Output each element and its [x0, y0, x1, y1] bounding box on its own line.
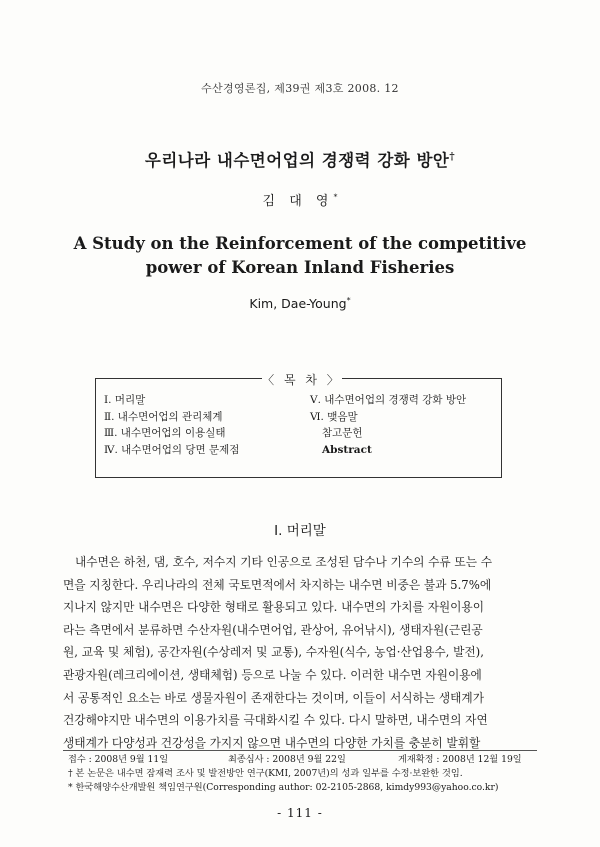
paragraph-line: 라는 측면에서 분류하면 수산자원(내수면어업, 관상어, 유어낚시), 생태자원(근린공 [63, 622, 483, 637]
korean-author-name: 김 대 영 [262, 194, 334, 209]
footnote-dates [68, 753, 538, 767]
paragraph-line: 면을 지칭한다. 우리나라의 전체 국토면적에서 차지하는 내수면 비중은 불과 5.7%에 [63, 577, 492, 592]
journal-citation: 수산경영론집, 제39권 제3호 2008. 12 [201, 82, 399, 95]
toc-item: Abstract [322, 443, 372, 456]
title-footnote-mark: † [449, 151, 456, 163]
funding-note: † 본 논문은 내수면 잠재력 조사 및 발전방안 연구(KMI, 2007년)의 성과 일부를 수정·보완한 것임. [68, 768, 463, 780]
section-heading: Ⅰ. 머리말 [274, 523, 326, 539]
english-author-name: Kim, Dae-Young [249, 296, 347, 312]
toc-item: Ⅲ. 내수면어업의 이용실태 [104, 427, 226, 439]
paragraph-line: 내수면은 하천, 댐, 호수, 저수지 기타 인공으로 조성된 담수나 기수의 수류 또는 수 [75, 555, 493, 569]
korean-title-text: 우리나라 내수면어업의 경쟁력 강화 방안 [144, 151, 450, 170]
toc-left-column [104, 392, 239, 458]
paragraph-line: 생태계가 다양성과 건강성을 가지지 않으면 내수면의 다양한 가치를 충분히 발휘할 [63, 735, 481, 750]
received-date: 접수 : 2008년 9월 11일 [68, 754, 169, 765]
paragraph-line: 서 공통적인 요소는 바로 생물자원이 존재한다는 것이며, 이들이 서식하는 생태계가 [63, 690, 485, 705]
english-author [0, 296, 600, 311]
affiliation-note: * 한국해양수산개발원 책임연구원(Corresponding author: 02-2105-2868, kimdy993@yahoo.co.kr) [68, 782, 499, 794]
korean-title [0, 147, 600, 171]
paragraph-line: 지나지 않지만 내수면은 다양한 형태로 활용되고 있다. 내수면의 가치를 자원이용이 [63, 600, 485, 615]
paragraph-line: 원, 교육 및 체험), 공간자원(수상레저 및 교통), 수자원(식수, 농업·산업용수, 발전), [63, 645, 484, 660]
toc-item: Ⅵ. 맺음말 [310, 410, 358, 423]
table-of-contents [95, 378, 502, 478]
toc-item: 참고문헌 [322, 427, 363, 439]
accepted-date: 게재확정 : 2008년 12월 19일 [398, 754, 522, 765]
toc-item: Ⅰ. 머리말 [104, 394, 146, 406]
footnote-divider [63, 750, 537, 751]
english-author-mark: * [346, 296, 351, 305]
toc-heading: 〈 목 차 〉 [262, 373, 342, 387]
body-paragraph [63, 551, 537, 754]
korean-author [0, 190, 600, 209]
english-title [0, 232, 600, 280]
toc-item: Ⅴ. 내수면어업의 경쟁력 강화 방안 [310, 394, 467, 406]
toc-right-column [310, 392, 466, 458]
paragraph-line: 관광자원(레크리에이션, 생태체험) 등으로 나눌 수 있다. 이러한 내수면 자원이용에 [63, 667, 482, 682]
toc-item: Ⅱ. 내수면어업의 관리체계 [104, 410, 223, 423]
review-date: 최종심사 : 2008년 9월 22일 [228, 754, 346, 765]
footnotes [68, 753, 538, 796]
english-title-line-2: power of Korean Inland Fisheries [145, 258, 455, 277]
toc-item: Ⅳ. 내수면어업의 당면 문제점 [104, 443, 240, 456]
english-title-line-1: A Study on the Reinforcement of the competitive [73, 234, 527, 253]
paragraph-line: 건강해야지만 내수면의 이용가치를 극대화시킬 수 있다. 다시 말하면, 내수면의 자연 [63, 713, 488, 728]
author-footnote-mark: * [333, 192, 338, 202]
page-number: - 111 - [277, 806, 323, 820]
